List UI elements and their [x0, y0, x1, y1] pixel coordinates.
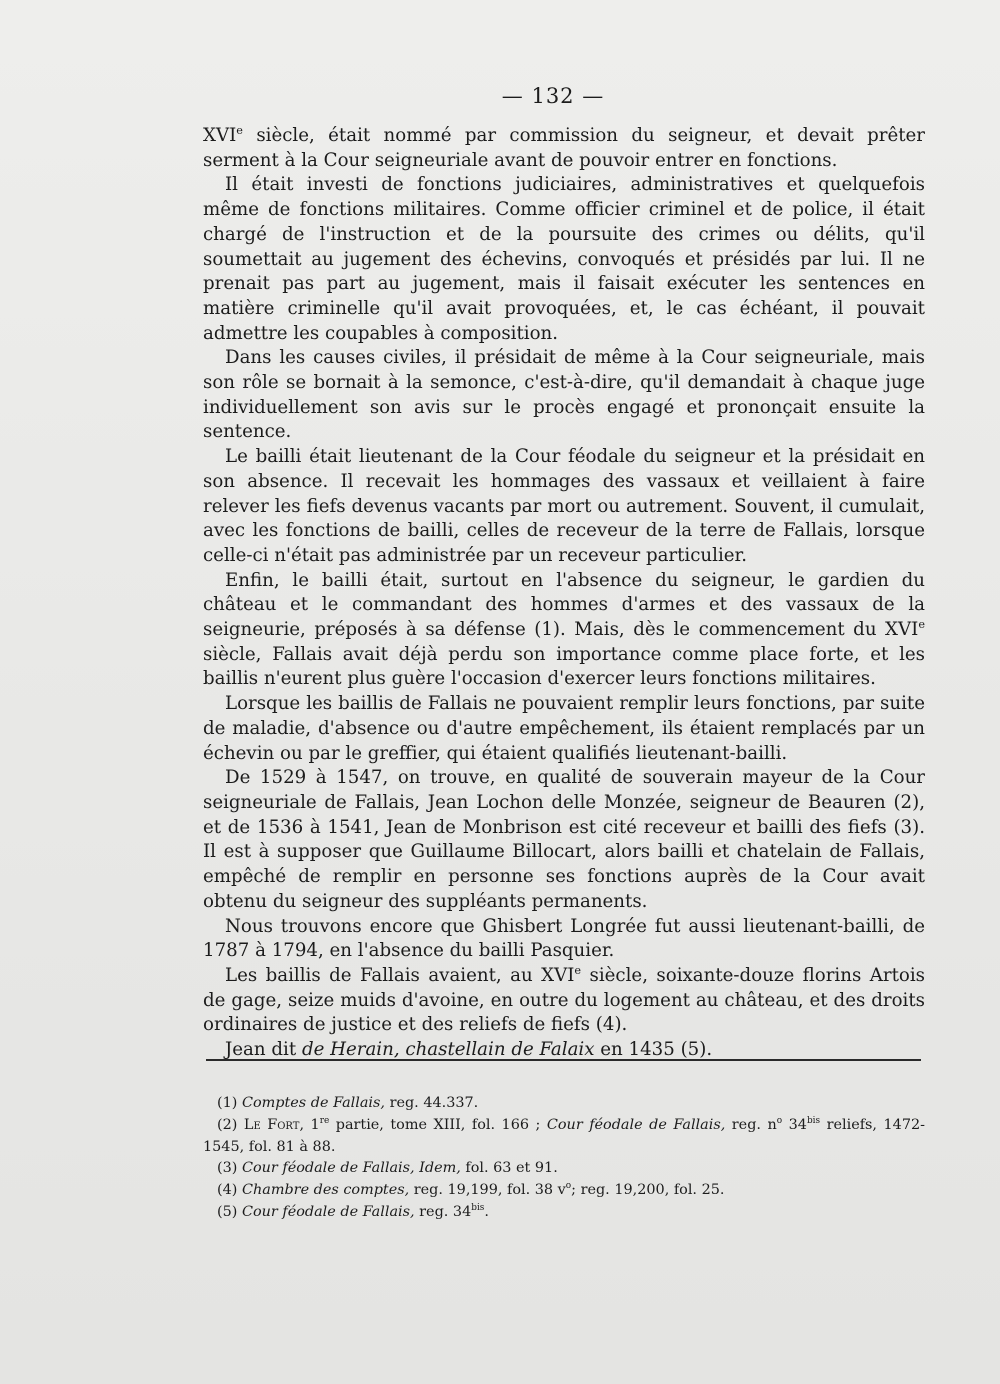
page-number: — 132 —	[501, 84, 605, 108]
footnote	[203, 1202, 925, 1224]
footnote-separator	[206, 1059, 921, 1061]
footnote-text: reliefs, 1472-1545, fol. 81 à 88.	[203, 1116, 925, 1155]
footnote-text: .	[484, 1203, 489, 1220]
superscript: e	[918, 618, 925, 631]
footnote	[203, 1180, 925, 1202]
footnote-text: reg. 34	[414, 1203, 472, 1220]
paragraph: Nous trouvons encore que Ghisbert Longrée fut aussi lieutenant-bailli, de 1787 à 1794, en l'absence du bailli Pasquier.	[203, 915, 925, 962]
footnote-number: (3)	[217, 1160, 242, 1177]
paragraph-text: Jean dit	[225, 1039, 302, 1061]
footnote-source: Chambre des comptes,	[241, 1182, 410, 1199]
paragraph-text: Enfin, le bailli était, surtout en l'absence du seigneur, le gardien du château et le commandant des hommes d'armes et des vassaux de la seigneurie, préposés à sa défense (1). Mais, dès le commencement du XVI	[203, 569, 925, 641]
footnote	[203, 1158, 925, 1180]
paragraph-text: siècle, Fallais avait déjà perdu son importance comme place forte, et les baillis n'eurent plus guère l'occasion d'exercer leurs fonctions militaires.	[203, 643, 925, 690]
footnote-text: reg. n	[725, 1116, 777, 1133]
footnote-source: Cour féodale de Fallais, Idem,	[241, 1160, 461, 1177]
paragraph: Dans les causes civiles, il présidait de même à la Cour seigneuriale, mais son rôle se bornait à la semonce, c'est-à-dire, qu'il demandait à chaque juge individuellement son avis sur le procès engagé et prononçait ensuite la sentence.	[203, 347, 925, 443]
footnote-text: fol. 63 et 91.	[460, 1160, 558, 1177]
footnote-number: (5)	[217, 1203, 242, 1220]
paragraph-text: Les baillis de Fallais avaient, au XVI	[225, 964, 575, 986]
footnote-number: (1)	[217, 1095, 242, 1111]
footnote-source: Comptes de Fallais,	[241, 1095, 385, 1111]
paragraph	[203, 569, 925, 693]
body-text	[203, 124, 925, 1063]
paragraph-text: XVI	[203, 125, 237, 146]
superscript: o	[776, 1116, 783, 1126]
superscript: o	[565, 1181, 572, 1192]
paragraph: Le bailli était lieutenant de la Cour féodale du seigneur et la présidait en son absence. Il recevait les hommages des vassaux et veillaient à faire relever les fiefs devenus vacants par mort ou autrement. Souvent, il cumulait, avec les fonctions de bailli, celles de receveur de la terre de Fallais, lorsque celle-ci n'était pas administrée par un receveur particulier.	[203, 446, 925, 566]
paragraph	[203, 964, 925, 1038]
superscript: bis	[471, 1203, 485, 1214]
paragraph: Lorsque les baillis de Fallais ne pouvaient remplir leurs fonctions, par suite de maladie, d'absence ou d'autre empêchement, ils étaient remplacés par un échevin ou par le greffier, qui étaient qualifiés lieutenant-bailli.	[203, 693, 925, 764]
footnote-source: Cour féodale de Fallais,	[546, 1116, 726, 1133]
paragraph-text: en 1435 (5).	[594, 1039, 713, 1061]
footnote-author: Le Fort	[243, 1116, 300, 1133]
footnote	[203, 1093, 925, 1115]
superscript: e	[574, 963, 582, 977]
superscript: e	[236, 123, 243, 137]
footnote-text: reg. 19,199, fol. 38 v	[409, 1182, 566, 1199]
paragraph: Il était investi de fonctions judiciaires, administratives et quelquefois même de fonctions militaires. Comme officier criminel et de police, il était chargé de l'instruction et de la poursuite des crimes ou délits, qu'il soumettait au jugement des échevins, convoqués et présidés par lui. Il ne prenait pas part au jugement, mais il faisait exécuter les sentences en matière criminelle qu'il avait provoquées, et, le cas échéant, il pouvait admettre les coupables à composition.	[203, 174, 925, 344]
footnote-text: 34	[782, 1116, 807, 1133]
paragraph-text: siècle, était nommé par commission du seigneur, et devait prêter serment à la Cour seigneuriale avant de pouvoir entrer en fonctions.	[203, 125, 925, 171]
footnotes	[203, 1093, 925, 1224]
footnote-number: (4)	[217, 1182, 242, 1199]
footnote-text: , 1	[299, 1116, 320, 1133]
paragraph-text: siècle, soixante-douze florins Artois de gage, seize muids d'avoine, en outre du logement au château, et des droits ordinaires de justice et des reliefs de fiefs (4).	[203, 964, 925, 1036]
footnote-text: ; reg. 19,200, fol. 25.	[571, 1182, 725, 1199]
paragraph	[203, 124, 925, 173]
superscript: bis	[806, 1116, 821, 1126]
superscript: re	[319, 1116, 330, 1126]
footnote	[203, 1115, 925, 1159]
paragraph: De 1529 à 1547, on trouve, en qualité de souverain mayeur de la Cour seigneuriale de Fallais, Jean Lochon delle Monzée, seigneur de Beauren (2), et de 1536 à 1541, Jean de Monbrison est cité receveur et bailli des fiefs (3). Il est à supposer que Guillaume Billocart, alors bailli et chatelain de Fallais, empêché de remplir en personne ses fonctions auprès de la Cour avait obtenu du seigneur des suppléants permanents.	[203, 767, 925, 912]
footnote-source: Cour féodale de Fallais,	[241, 1203, 415, 1220]
footnote-text: reg. 44.337.	[385, 1095, 479, 1111]
footnote-text: partie, tome XIII, fol. 166 ;	[329, 1116, 547, 1133]
footnote-number: (2)	[217, 1116, 244, 1133]
italic-text: de Herain, chastellain de Falaix	[301, 1039, 595, 1061]
